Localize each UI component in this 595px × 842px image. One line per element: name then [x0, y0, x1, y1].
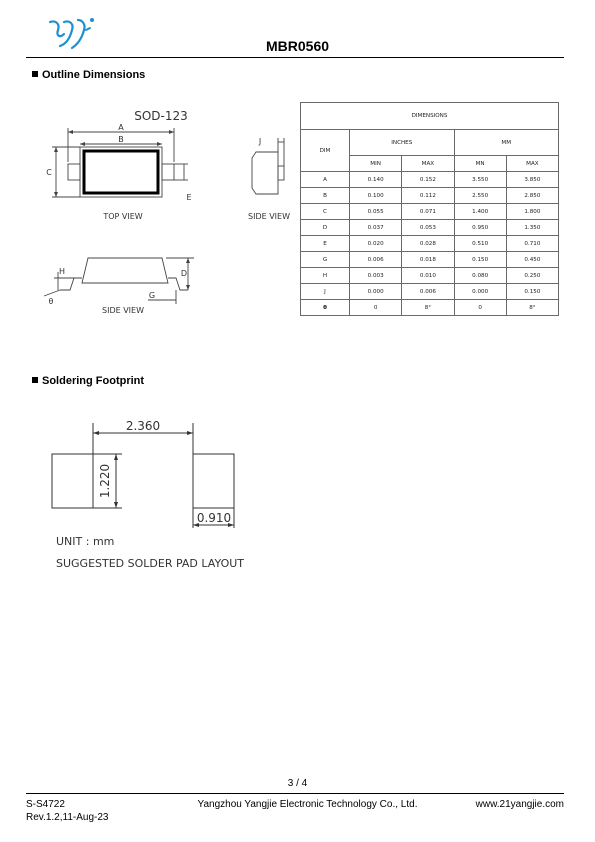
cell-mm-max: 0.450	[506, 252, 558, 268]
cell-in-min: 0.006	[350, 252, 402, 268]
outline-drawing	[38, 100, 300, 322]
soldering-heading-text: Soldering Footprint	[42, 375, 145, 387]
table-row	[301, 220, 559, 236]
table-row	[301, 268, 559, 284]
side-view-lead-left	[60, 278, 82, 290]
cell-dim: θ	[301, 300, 350, 316]
sub-header-mm-max: MAX	[506, 156, 558, 172]
dim-header: DIM	[301, 130, 350, 172]
cell-mm-min: 3.550	[454, 172, 506, 188]
cell-in-min: 0.037	[350, 220, 402, 236]
cell-mm-max: 1.350	[506, 220, 558, 236]
outline-heading-text: Outline Dimensions	[42, 69, 146, 81]
footprint-pad-dim: 0.910	[196, 511, 232, 525]
side-view-right-lead	[278, 166, 284, 180]
footprint-width-dim: 2.360	[125, 419, 161, 433]
side-view-right-caption: SIDE VIEW	[248, 212, 290, 221]
footprint-height-dim: 1.220	[98, 463, 112, 499]
table-row	[301, 252, 559, 268]
table-title: DIMENSIONS	[301, 103, 559, 130]
cell-mm-min: 1.400	[454, 204, 506, 220]
sub-header-in-min: MIN	[350, 156, 402, 172]
cell-dim: D	[301, 220, 350, 236]
cell-in-max: 0.018	[402, 252, 454, 268]
cell-mm-min: 0	[454, 300, 506, 316]
page-number: 3 / 4	[287, 778, 308, 789]
dim-label-g: G	[148, 291, 156, 300]
cell-mm-min: 0.080	[454, 268, 506, 284]
solder-pad-left	[52, 454, 93, 508]
dim-label-d: D	[180, 269, 188, 278]
cell-mm-min: 0.000	[454, 284, 506, 300]
table-row	[301, 204, 559, 220]
doc-id: S-S4722	[26, 799, 65, 810]
revision: Rev.1.2,11-Aug-23	[26, 812, 109, 823]
dim-label-c: C	[46, 168, 52, 177]
cell-dim: G	[301, 252, 350, 268]
side-view-lead-right	[168, 278, 188, 290]
cell-mm-min: 0.510	[454, 236, 506, 252]
side-view-bottom-caption: SIDE VIEW	[102, 306, 144, 315]
cell-in-min: 0.055	[350, 204, 402, 220]
dim-label-e: E	[186, 193, 192, 202]
cell-in-max: 0.010	[402, 268, 454, 284]
footer-divider	[26, 793, 564, 794]
outline-section-heading	[32, 69, 145, 81]
table-row	[301, 188, 559, 204]
cell-mm-max: 0.250	[506, 268, 558, 284]
group-header-inches: INCHES	[350, 130, 455, 156]
table-row	[301, 284, 559, 300]
cell-in-max: 0.006	[402, 284, 454, 300]
cell-mm-min: 0.150	[454, 252, 506, 268]
cell-in-max: 0.152	[402, 172, 454, 188]
dimensions-table	[300, 102, 559, 316]
cell-dim: C	[301, 204, 350, 220]
cell-in-min: 0	[350, 300, 402, 316]
side-view-bottom-body	[82, 258, 168, 283]
cell-dim: A	[301, 172, 350, 188]
table-row	[301, 236, 559, 252]
cell-in-min: 0.100	[350, 188, 402, 204]
cell-in-max: 0.112	[402, 188, 454, 204]
dim-label-theta: θ	[48, 297, 54, 306]
cell-in-max: 0.053	[402, 220, 454, 236]
cell-dim: H	[301, 268, 350, 284]
bullet-square-icon	[32, 71, 38, 77]
side-view-right-body	[252, 152, 278, 194]
cell-in-max: 0.028	[402, 236, 454, 252]
table-row	[301, 172, 559, 188]
cell-mm-min: 2.550	[454, 188, 506, 204]
sub-header-mm-min: MN	[454, 156, 506, 172]
dim-label-b: B	[118, 135, 124, 144]
cell-mm-max: 3.850	[506, 172, 558, 188]
solder-pad-right	[193, 454, 234, 508]
cell-dim: E	[301, 236, 350, 252]
cell-in-max: 8°	[402, 300, 454, 316]
header-divider	[26, 57, 564, 58]
footprint-unit: UNIT : mm	[56, 535, 115, 548]
top-view-lead-right	[162, 164, 174, 180]
dim-label-a: A	[118, 123, 124, 132]
cell-mm-max: 1.800	[506, 204, 558, 220]
footprint-caption: SUGGESTED SOLDER PAD LAYOUT	[56, 557, 244, 570]
cell-in-max: 0.071	[402, 204, 454, 220]
website-link[interactable]: www.21yangjie.com	[475, 799, 564, 810]
cell-dim: J	[301, 284, 350, 300]
dim-label-j: J	[258, 137, 262, 146]
cell-in-min: 0.000	[350, 284, 402, 300]
cell-in-min: 0.020	[350, 236, 402, 252]
top-view-caption: TOP VIEW	[103, 212, 143, 221]
group-header-mm: MM	[454, 130, 559, 156]
soldering-section-heading	[32, 375, 144, 387]
cell-in-min: 0.140	[350, 172, 402, 188]
dim-label-h: H	[58, 267, 66, 276]
top-view-lead-left	[68, 164, 80, 180]
cell-in-min: 0.003	[350, 268, 402, 284]
package-name: SOD-123	[134, 109, 188, 123]
cell-dim: B	[301, 188, 350, 204]
footprint-drawing	[40, 415, 280, 585]
cell-mm-max: 8°	[506, 300, 558, 316]
table-row	[301, 300, 559, 316]
company-name: Yangzhou Yangjie Electronic Technology Co., Ltd.	[197, 799, 418, 810]
cell-mm-max: 0.710	[506, 236, 558, 252]
page-title: MBR0560	[265, 38, 330, 54]
top-view-body	[80, 147, 162, 197]
cell-mm-max: 0.150	[506, 284, 558, 300]
bullet-square-icon	[32, 377, 38, 383]
top-view-inner	[84, 151, 158, 193]
cell-mm-max: 2.850	[506, 188, 558, 204]
cell-mm-min: 0.950	[454, 220, 506, 236]
sub-header-in-max: MAX	[402, 156, 454, 172]
